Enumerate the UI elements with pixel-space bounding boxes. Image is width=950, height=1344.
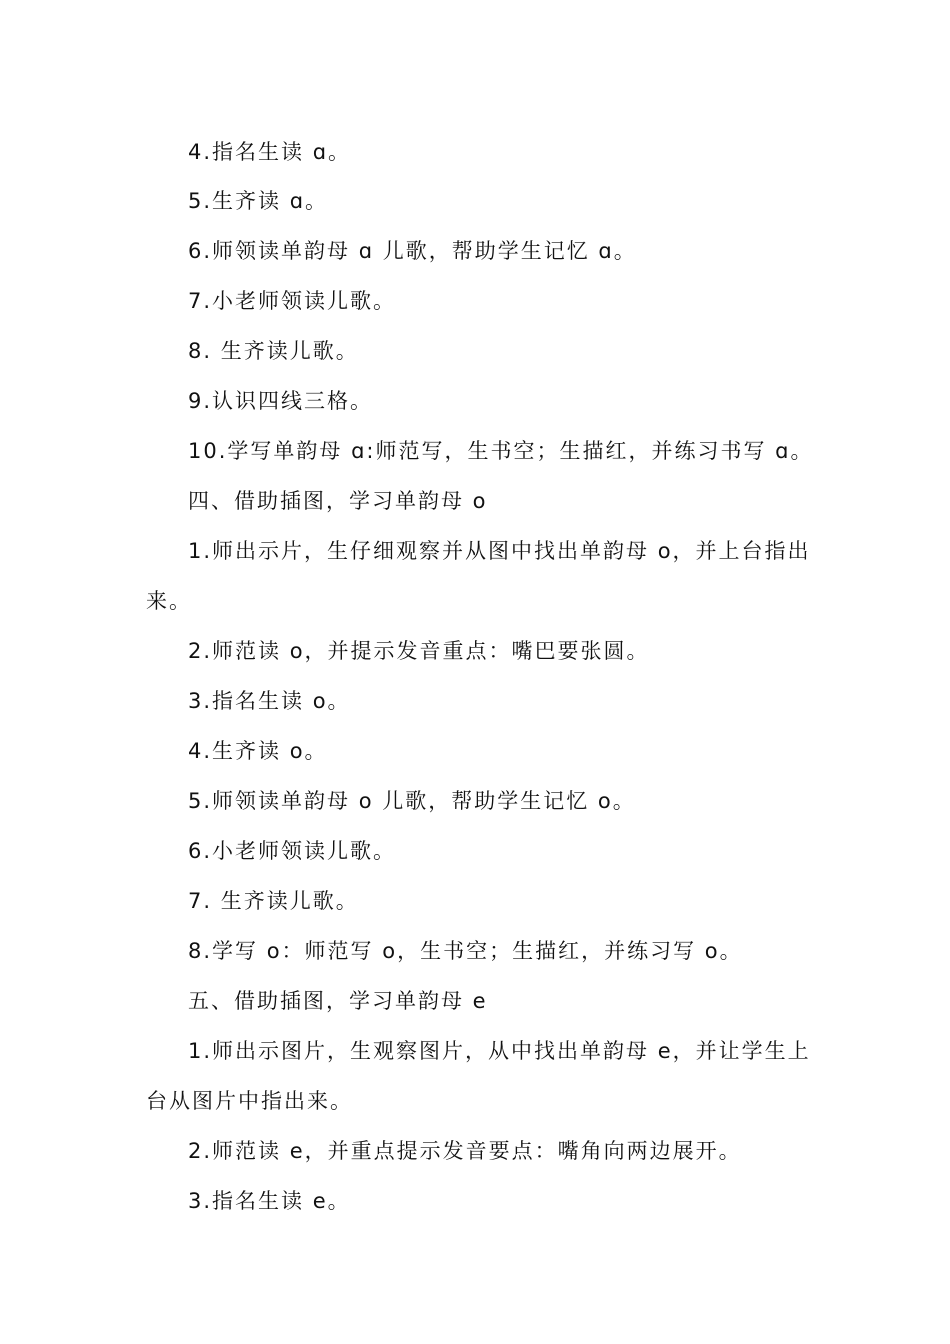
text-line: 6.小老师领读儿歌。 bbox=[188, 839, 397, 863]
text-line: 4.生齐读 o。 bbox=[188, 739, 328, 763]
text-line: 1.师出示片，生仔细观察并从图中找出单韵母 o，并上台指出 bbox=[188, 539, 811, 563]
text-line: 2.师范读 o，并提示发音重点：嘴巴要张圆。 bbox=[188, 639, 650, 663]
text-line: 5.生齐读 ɑ。 bbox=[188, 189, 329, 213]
text-line: 7.小老师领读儿歌。 bbox=[188, 289, 397, 313]
text-line: 8.学写 o：师范写 o，生书空；生描红，并练习写 o。 bbox=[188, 939, 743, 963]
text-line-continuation: 台从图片中指出来。 bbox=[146, 1089, 353, 1113]
text-line: 7. 生齐读儿歌。 bbox=[188, 889, 359, 913]
text-line: 3.指名生读 e。 bbox=[188, 1189, 351, 1213]
text-line: 8. 生齐读儿歌。 bbox=[188, 339, 359, 363]
text-line: 9.认识四线三格。 bbox=[188, 389, 374, 413]
text-line: 1.师出示图片，生观察图片，从中找出单韵母 e，并让学生上 bbox=[188, 1039, 811, 1063]
text-line: 4.指名生读 ɑ。 bbox=[188, 140, 352, 164]
text-line: 6.师领读单韵母 ɑ 儿歌，帮助学生记忆 ɑ。 bbox=[188, 239, 637, 263]
text-line: 2.师范读 e，并重点提示发音要点：嘴角向两边展开。 bbox=[188, 1139, 742, 1163]
text-line: 3.指名生读 o。 bbox=[188, 689, 351, 713]
text-line: 5.师领读单韵母 o 儿歌，帮助学生记忆 o。 bbox=[188, 789, 636, 813]
text-line: 10.学写单韵母 ɑ:师范写，生书空；生描红，并练习书写 ɑ。 bbox=[188, 439, 814, 463]
section-heading: 四、借助插图，学习单韵母 o bbox=[188, 489, 488, 513]
text-line-continuation: 来。 bbox=[146, 589, 192, 613]
section-heading: 五、借助插图，学习单韵母 e bbox=[188, 989, 488, 1013]
